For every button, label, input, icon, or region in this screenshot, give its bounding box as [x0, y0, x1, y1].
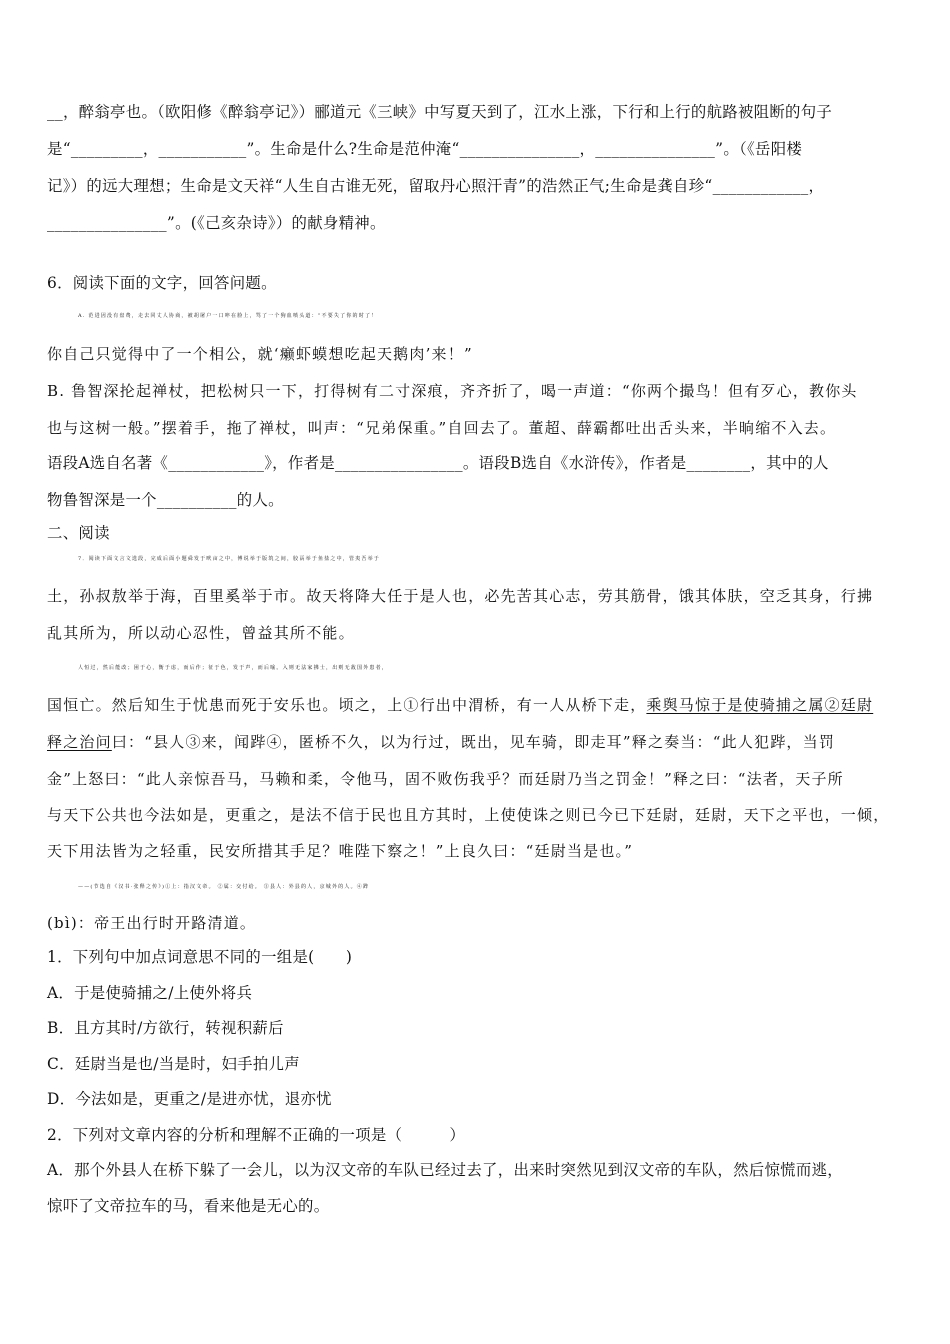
question-6-heading: 6．阅读下面的文字，回答问题。 [47, 274, 277, 292]
passage-line [47, 694, 907, 716]
option-a: A．那个外县人在桥下躲了一会儿，以为汉文帝的车队已经过去了，出来时突然见到汉文帝的车队，然后惊慌而逃， [47, 1161, 843, 1179]
source-note: (bì)：帝王出行时开路清道。 [47, 914, 257, 932]
passage-b-line: 也与这树一般。”摆着手，拖了禅杖，叫声：“兄弟保重。”自回去了。董超、薛霸都吐出舌头来，半晌缩不入去。 [47, 419, 837, 437]
passage-text: 曰：“县人③来，闻跸④，匿桥不久，以为行过，既出，见车骑，即走耳”释之奏当：“此人犯跸，当罚 [111, 733, 836, 751]
passage-line: 人恒过，然后能改；困于心，衡于虑，而后作；征于色，发于声，而后喻。入则无法家拂士，出则无敌国外患者， [78, 665, 389, 671]
passage-line: 金”上怒曰：“此人亲惊吾马，马赖和柔，令他马，固不败伤我乎？而廷尉乃当之罚金！”释之曰：“法者，天子所 [47, 770, 844, 788]
passage-a-line: 你自己只觉得中了一个相公，就‘癞虾蟆想吃起天鹅肉’来！” [47, 345, 473, 363]
option-a: A．于是使骑捕之/上使外将兵 [47, 984, 253, 1002]
source-note: ——(节选自《汉书·张释之传》)①上：指汉文帝。 ②属：交付给。 ③县人：外县的人，京城外的人。④跸 [78, 884, 370, 890]
passage-line: 乱其所为，所以动心忍性，曾益其所不能。 [47, 624, 355, 642]
option-b: B．且方其时/方欲行，转视积薪后 [47, 1019, 284, 1037]
question-6-prompt: 语段A选自名著《____________》，作者是________________。语段B选自《水浒传》，作者是________，其中的人 [47, 454, 829, 472]
option-a-continued: 惊吓了文帝拉车的马，看来他是无心的。 [47, 1197, 330, 1215]
passage-text: 国恒亡。然后知生于忧患而死于安乐也。顷之，上①行出中渭桥，有一人从桥下走， [47, 696, 647, 714]
passage-a-line: A. 范进因没有盘费，走去同丈人协商，被胡屠户一口啐在脸上，骂了一个狗血喷头道：“不要失了你的时了！ [78, 313, 378, 319]
passage-line: 土，孙叔敖举于海，百里奚举于市。故天将降大任于是人也，必先苦其心志，劳其筋骨，饿其体肤，空乏其身，行拂 [47, 587, 874, 605]
passage-line [47, 731, 907, 753]
text-line: 记》）的远大理想；生命是文天祥“人生自古谁无死，留取丹心照汗青”的浩然正气;生命是龚自珍“____________， [47, 177, 825, 195]
passage-line: 天下用法皆为之轻重，民安所措其手足？唯陛下察之！”上良久曰：“廷尉当是也。” [47, 842, 634, 860]
option-d: D．今法如是，更重之/是进亦忧，退亦忧 [47, 1090, 332, 1108]
option-c: C．廷尉当是也/当是时，妇手拍儿声 [47, 1055, 300, 1073]
question-7-line: 7．阅读下面文言文选段，完成后面小题舜发于畎亩之中，傅说举于版筑之间，胶鬲举于鱼盐之中，管夷吾举于 [78, 556, 380, 562]
text-line: __，醉翁亭也。（欧阳修《醉翁亭记》）郦道元《三峡》中写夏天到了，江水上涨，下行和上行的航路被阻断的句子 [47, 103, 833, 121]
underlined-sentence: 释之治问 [47, 733, 112, 751]
text-line: _______________”。(《己亥杂诗》）的献身精神。 [47, 214, 386, 232]
passage-b-line: B. 鲁智深抡起禅杖，把松树只一下，打得树有二寸深痕，齐齐折了，喝一声道：“你两个撮鸟！但有歹心，教你头 [47, 382, 858, 400]
sub-question-1: 1．下列句中加点词意思不同的一组是( ) [47, 948, 353, 966]
section-heading-reading: 二、阅读 [47, 524, 110, 542]
underlined-sentence: 乘舆马惊于是使骑捕之属②廷尉 [646, 696, 874, 714]
passage-line: 与天下公共也今法如是，更重之，是法不信于民也且方其时，上使使诛之则已今已下廷尉，廷尉，天下之平也，一倾， [47, 806, 890, 824]
question-6-prompt: 物鲁智深是一个__________的人。 [47, 491, 284, 509]
text-line: 是“_________，___________”。生命是什么?生命是范仲淹“_______________，_______________”。（《岳阳楼 [47, 140, 803, 158]
sub-question-2: 2．下列对文章内容的分析和理解不正确的一项是（ ） [47, 1126, 466, 1144]
